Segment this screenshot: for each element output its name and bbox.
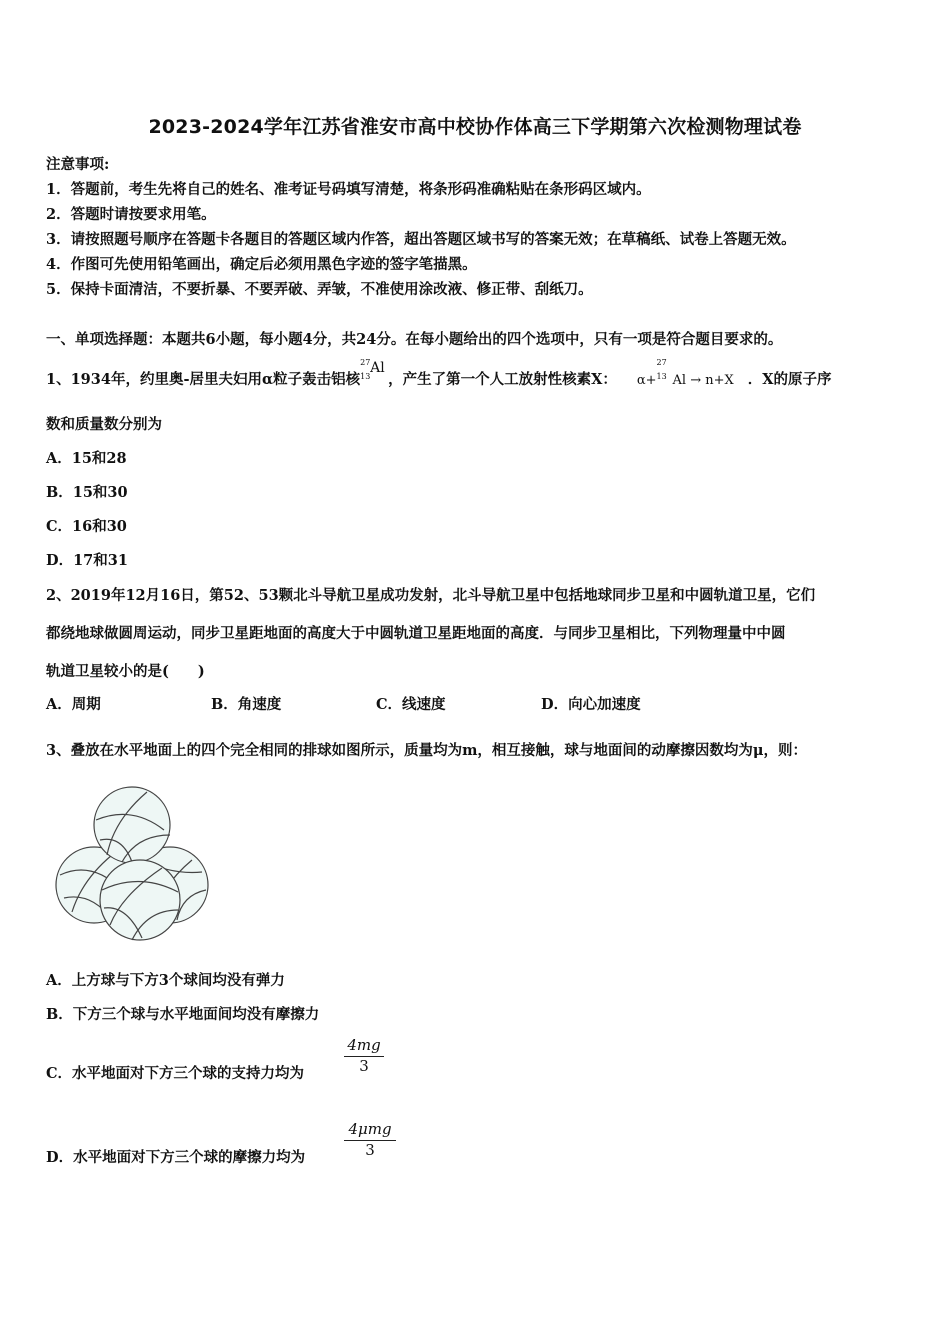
fraction-4mumg-over-3: 4μmg 3 <box>344 1120 396 1159</box>
question-2-line-3: 轨道卫星较小的是( ) <box>46 663 205 680</box>
q1-text-c: ．X的原子序 <box>747 371 832 388</box>
notice-item: 5．保持卡面清洁，不要折暴、不要弄破、弄皱，不准使用涂改液、修正带、刮纸刀。 <box>46 281 593 298</box>
q1-option-c: C．16和30 <box>46 518 127 535</box>
notice-item: 1．答题前，考生先将自己的姓名、准考证号码填写清楚，将条形码准确粘贴在条形码区域内。 <box>46 181 651 198</box>
q3-option-c: C．水平地面对下方三个球的支持力均为 <box>46 1065 305 1082</box>
stacked-volleyballs-figure <box>52 780 212 945</box>
q3-option-d: D．水平地面对下方三个球的摩擦力均为 <box>46 1149 306 1166</box>
q2-option-d: D．向心加速度 <box>541 696 641 713</box>
q2-option-a: A．周期 <box>46 696 101 713</box>
question-2-line-1: 2、2019年12月16日，第52、53颗北斗导航卫星成功发射，北斗导航卫星中包括地球同步卫星和中圆轨道卫星，它们 <box>46 587 816 604</box>
notice-item: 3．请按照题号顺序在答题卡各题目的答题区域内作答，超出答题区域书写的答案无效；在草稿纸、试卷上答题无效。 <box>46 231 796 248</box>
section-heading: 一、单项选择题：本题共6小题，每小题4分，共24分。在每小题给出的四个选项中，只有一项是符合题目要求的。 <box>46 331 783 348</box>
notice-item: 2．答题时请按要求用笔。 <box>46 206 216 223</box>
page-title: 2023-2024学年江苏省淮安市高中校协作体高三下学期第六次检测物理试卷 <box>148 116 802 138</box>
question-1-stem <box>46 358 832 389</box>
question-2-line-2: 都绕地球做圆周运动，同步卫星距地面的高度大于中圆轨道卫星距地面的高度．与同步卫星相比，下列物理量中中圆 <box>46 625 786 642</box>
notice-item: 4．作图可先使用铅笔画出，确定后必须用黑色字迹的签字笔描黑。 <box>46 256 477 273</box>
notice-heading: 注意事项: <box>46 156 110 173</box>
aluminum-nuclide: 27 13 Al <box>360 358 385 381</box>
q1-text-a: 1、1934年，约里奥-居里夫妇用α粒子轰击铝核 <box>46 371 361 388</box>
volleyball-top <box>94 787 170 863</box>
nuclear-reaction-formula: α+ 27 13 Al → n+X <box>636 358 734 388</box>
q1-text-b: ，产生了第一个人工放射性核素X： <box>388 371 617 388</box>
q1-option-d: D．17和31 <box>46 552 128 569</box>
q2-options <box>46 693 641 714</box>
q3-option-b: B．下方三个球与水平地面间均没有摩擦力 <box>46 1006 320 1023</box>
q1-option-b: B．15和30 <box>46 484 128 501</box>
q3-option-a: A．上方球与下方3个球间均没有弹力 <box>46 972 285 989</box>
q1-option-a: A．15和28 <box>46 450 127 467</box>
q2-option-c: C．线速度 <box>376 696 446 713</box>
fraction-4mg-over-3: 4mg 3 <box>344 1036 384 1075</box>
q2-option-b: B．角速度 <box>211 696 282 713</box>
volleyball-bottom-front <box>100 860 180 940</box>
question-3-stem: 3、叠放在水平地面上的四个完全相同的排球如图所示，质量均为m，相互接触，球与地面间的动摩擦因数均为μ，则： <box>46 742 808 759</box>
q1-text-d: 数和质量数分别为 <box>46 416 162 433</box>
